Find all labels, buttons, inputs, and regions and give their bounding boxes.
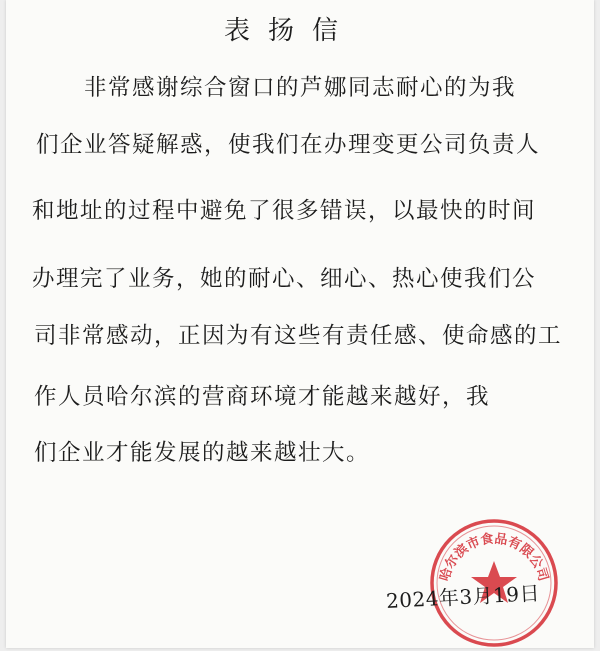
letter-line-2: 们企业答疑解惑，使我们在办理变更公司负责人 xyxy=(36,132,541,158)
letter-line-1: 非常感谢综合窗口的芦娜同志耐心的为我 xyxy=(84,75,517,101)
letter-line-3: 和地址的过程中避免了很多错误，以最快的时间 xyxy=(32,198,537,224)
letter-title: 表扬信 xyxy=(224,16,357,46)
letter-sheet xyxy=(6,0,594,648)
letter-line-4: 办理完了业务，她的耐心、细心、热心使我们公 xyxy=(32,266,537,292)
letter-date: 2024年3月19日 xyxy=(385,580,541,613)
letter-line-5: 司非常感动，正因为有这些有责任感、使命感的工 xyxy=(34,323,563,349)
letter-line-7: 们企业才能发展的越来越壮大。 xyxy=(34,440,371,466)
seal-text: 哈尔滨市食品有限公司 xyxy=(437,531,551,584)
letter-line-6: 作人员哈尔滨的营商环境才能越来越好，我 xyxy=(34,384,491,410)
